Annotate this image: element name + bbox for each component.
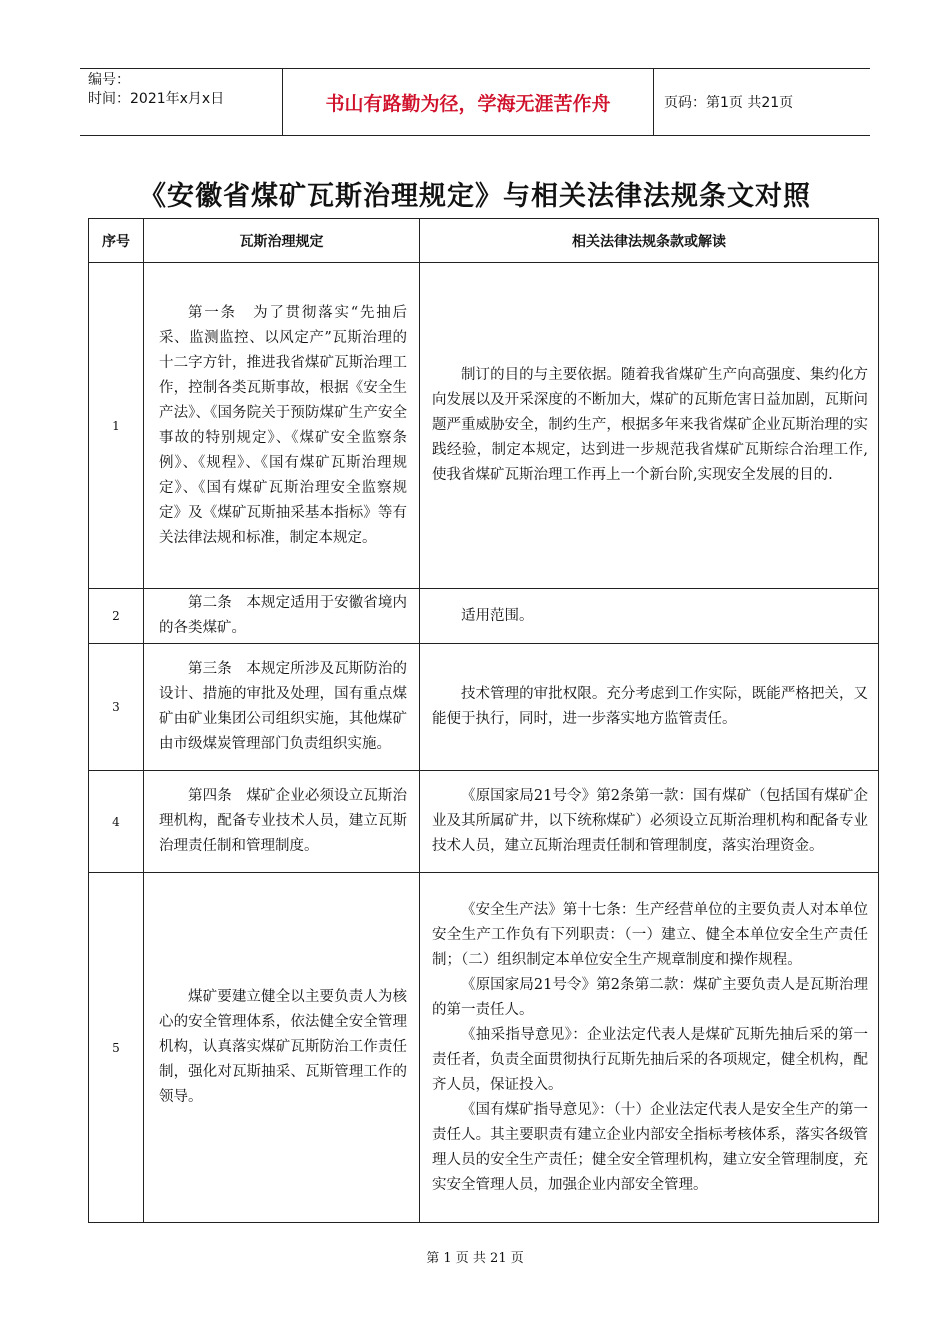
- table-row: [89, 873, 879, 1223]
- law-text: 技术管理的审批权限。充分考虑到工作实际，既能严格把关，又能便于执行，同时，进一步落实地方监管责任。: [432, 686, 868, 727]
- page-footer: 第 1 页 共 21 页: [426, 1251, 524, 1266]
- table-row: [89, 589, 879, 644]
- rule-cell: [144, 644, 420, 771]
- table-row: [89, 644, 879, 771]
- column-header-number: 序号: [89, 219, 144, 263]
- law-text: 《国有煤矿指导意见》：（十）企业法定代表人是安全生产的第一责任人。其主要职责有建立企业内部安全指标考核体系，落实各级管理人员的安全生产责任；健全安全管理机构，建立安全管理制度，充实安全管理人员，加强企业内部安全管理。: [432, 1101, 868, 1193]
- rule-text: 第二条 本规定适用于安徽省境内的各类煤矿。: [159, 595, 407, 636]
- law-text: 制订的目的与主要依据。随着我省煤矿生产向高强度、集约化方向发展以及开采深度的不断加大，煤矿的瓦斯危害日益加剧，瓦斯问题严重威胁安全，制约生产，根据多年来我省煤矿企业瓦斯治理的实践经验，制定本规定，达到进一步规范我省煤矿瓦斯综合治理工作,使我省煤矿瓦斯治理工作再上一个新台阶,实现安全发展的目的.: [432, 367, 868, 483]
- rule-text: 第四条 煤矿企业必须设立瓦斯治理机构，配备专业技术人员，建立瓦斯治理责任制和管理制度。: [159, 788, 407, 854]
- header-motto: 书山有路勤为径，学海无涯苦作舟: [325, 92, 611, 115]
- rule-cell: [144, 873, 420, 1223]
- row-number: 2: [89, 589, 144, 644]
- table-header-row: [89, 219, 879, 263]
- law-cell: [420, 644, 879, 771]
- law-text: 适用范围。: [461, 607, 534, 624]
- rule-cell: [144, 589, 420, 644]
- table-row: [89, 771, 879, 873]
- document-title: 《安徽省煤矿瓦斯治理规定》与相关法律法规条文对照: [139, 181, 811, 212]
- row-number: 1: [89, 263, 144, 589]
- header-page-number: 页码：第1页 共21页: [664, 95, 794, 111]
- law-text: 《原国家局21号令》第2条第一款：国有煤矿（包括国有煤矿企业及其所属矿井，以下统称煤矿）必须设立瓦斯治理机构和配备专业技术人员，建立瓦斯治理责任制和管理制度，落实治理资金。: [432, 788, 868, 854]
- rule-text: 第一条 为了贯彻落实“先抽后采、监测监控、以风定产”瓦斯治理的十二字方针，推进我省煤矿瓦斯治理工作，控制各类瓦斯事故，根据《安全生产法》、《国务院关于预防煤矿生产安全事故的特别规定》、《煤矿安全监察条例》、《规程》、《国有煤矿瓦斯治理规定》、《国有煤矿瓦斯治理安全监察规定》及《煤矿瓦斯抽采基本指标》等有关法律法规和标准，制定本规定。: [159, 304, 407, 546]
- comparison-table: [88, 218, 879, 1223]
- rule-text: 煤矿要建立健全以主要负责人为核心的安全管理体系，依法健全安全管理机构，认真落实煤矿瓦斯防治工作责任制，强化对瓦斯抽采、瓦斯管理工作的领导。: [159, 989, 407, 1105]
- header-motto-cell: [283, 69, 654, 135]
- document-number-label: 编号：: [88, 72, 130, 88]
- law-cell: [420, 589, 879, 644]
- law-cell: [420, 873, 879, 1223]
- row-number: 3: [89, 644, 144, 771]
- page-header: [80, 68, 870, 136]
- law-cell: [420, 263, 879, 589]
- column-header-rule: 瓦斯治理规定: [144, 219, 420, 263]
- row-number: 4: [89, 771, 144, 873]
- law-cell: [420, 771, 879, 873]
- law-text: 《原国家局21号令》第2条第二款：煤矿主要负责人是瓦斯治理的第一责任人。: [432, 976, 868, 1018]
- law-text: 《安全生产法》第十七条：生产经营单位的主要负责人对本单位安全生产工作负有下列职责：（一）建立、健全本单位安全生产责任制；（二）组织制定本单位安全生产规章制度和操作规程。: [432, 901, 868, 968]
- rule-text: 第三条 本规定所涉及瓦斯防治的设计、措施的审批及处理，国有重点煤矿由矿业集团公司组织实施，其他煤矿由市级煤炭管理部门负责组织实施。: [159, 661, 407, 752]
- rule-cell: [144, 771, 420, 873]
- row-number: 5: [89, 873, 144, 1223]
- column-header-law: 相关法律法规条款或解读: [420, 219, 879, 263]
- rule-cell: [144, 263, 420, 589]
- header-meta: [80, 69, 283, 135]
- document-date-label: 时间：2021年x月x日: [88, 91, 225, 107]
- table-row: [89, 263, 879, 589]
- law-text: 《抽采指导意见》：企业法定代表人是煤矿瓦斯先抽后采的第一责任者，负责全面贯彻执行瓦斯先抽后采的各项规定，健全机构，配齐人员，保证投入。: [432, 1026, 868, 1093]
